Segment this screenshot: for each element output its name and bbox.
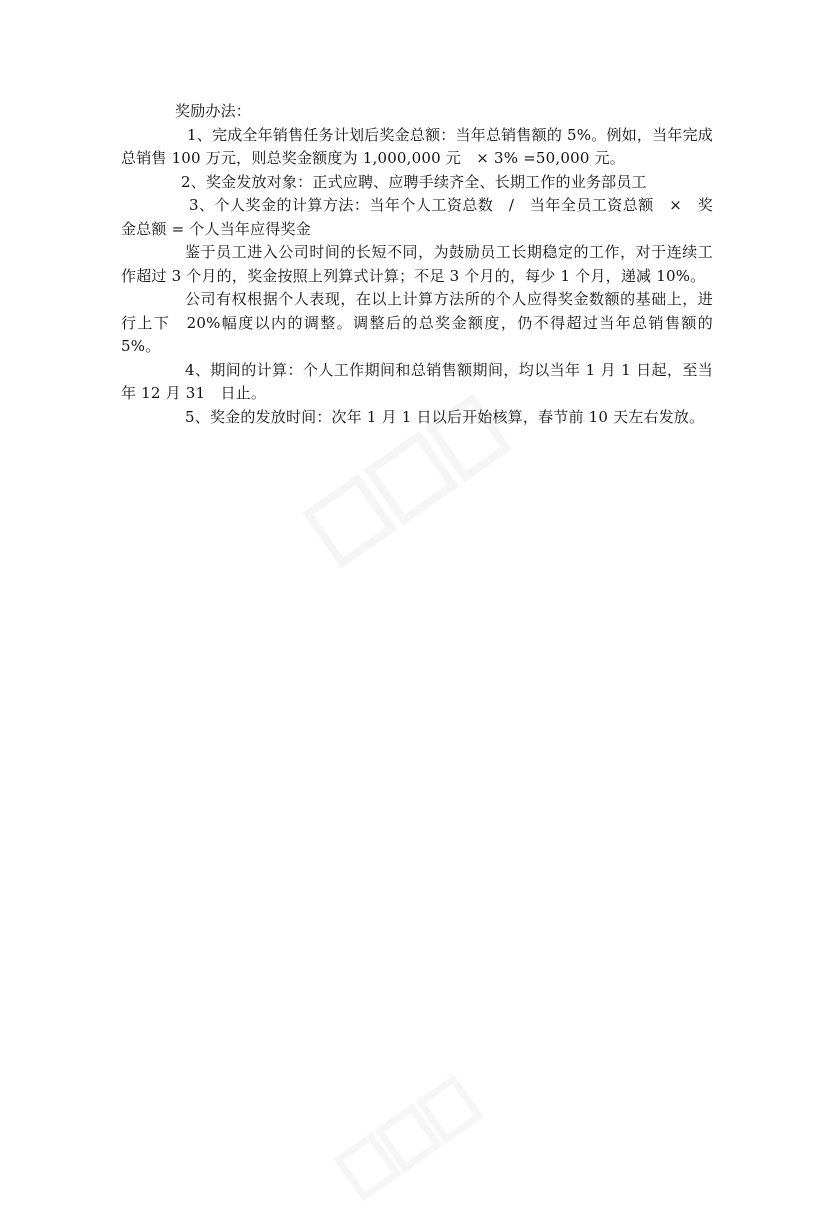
- paragraph-payment-time: 5、奖金的发放时间：次年 1 月 1 日以后开始核算，春节前 10 天左右发放。: [185, 407, 705, 426]
- section-heading: 奖励办法：: [175, 102, 252, 120]
- paragraph-individual-calculation: 3、个人奖金的计算方法：当年个人工资总数 / 当年全员工资总额 × 奖金总额 = 个人当年应得奖金: [121, 196, 713, 238]
- paragraph-performance-adjustment: 公司有权根据个人表现，在以上计算方法所的个人应得奖金数额的基础上，进行上下 20%幅度以内的调整。调整后的总奖金额度，仍不得超过当年总销售额的 5%。: [121, 290, 713, 355]
- document-body: [121, 100, 713, 429]
- paragraph-tenure-adjustment: 鉴于员工进入公司时间的长短不同，为鼓励员工长期稳定的工作，对于连续工作超过 3 个月的，奖金按照上列算式计算；不足 3 个月的，每少 1 个月，递减 10%。: [121, 243, 713, 285]
- paragraph-period-calculation: 4、期间的计算：个人工作期间和总销售额期间，均以当年 1 月 1 日起，至当年 12 月 31 日止。: [121, 360, 713, 402]
- paragraph-bonus-total: 1、完成全年销售任务计划后奖金总额：当年总销售额的 5%。例如，当年完成总销售 100 万元，则总奖金额度为 1,000,000 元 × 3% =50,000 元。: [121, 125, 713, 167]
- paragraph-bonus-recipients: 2、奖金发放对象：正式应聘、应聘手续齐全、长期工作的业务部员工: [181, 172, 647, 191]
- watermark-logo-bottom: [322, 1061, 499, 1218]
